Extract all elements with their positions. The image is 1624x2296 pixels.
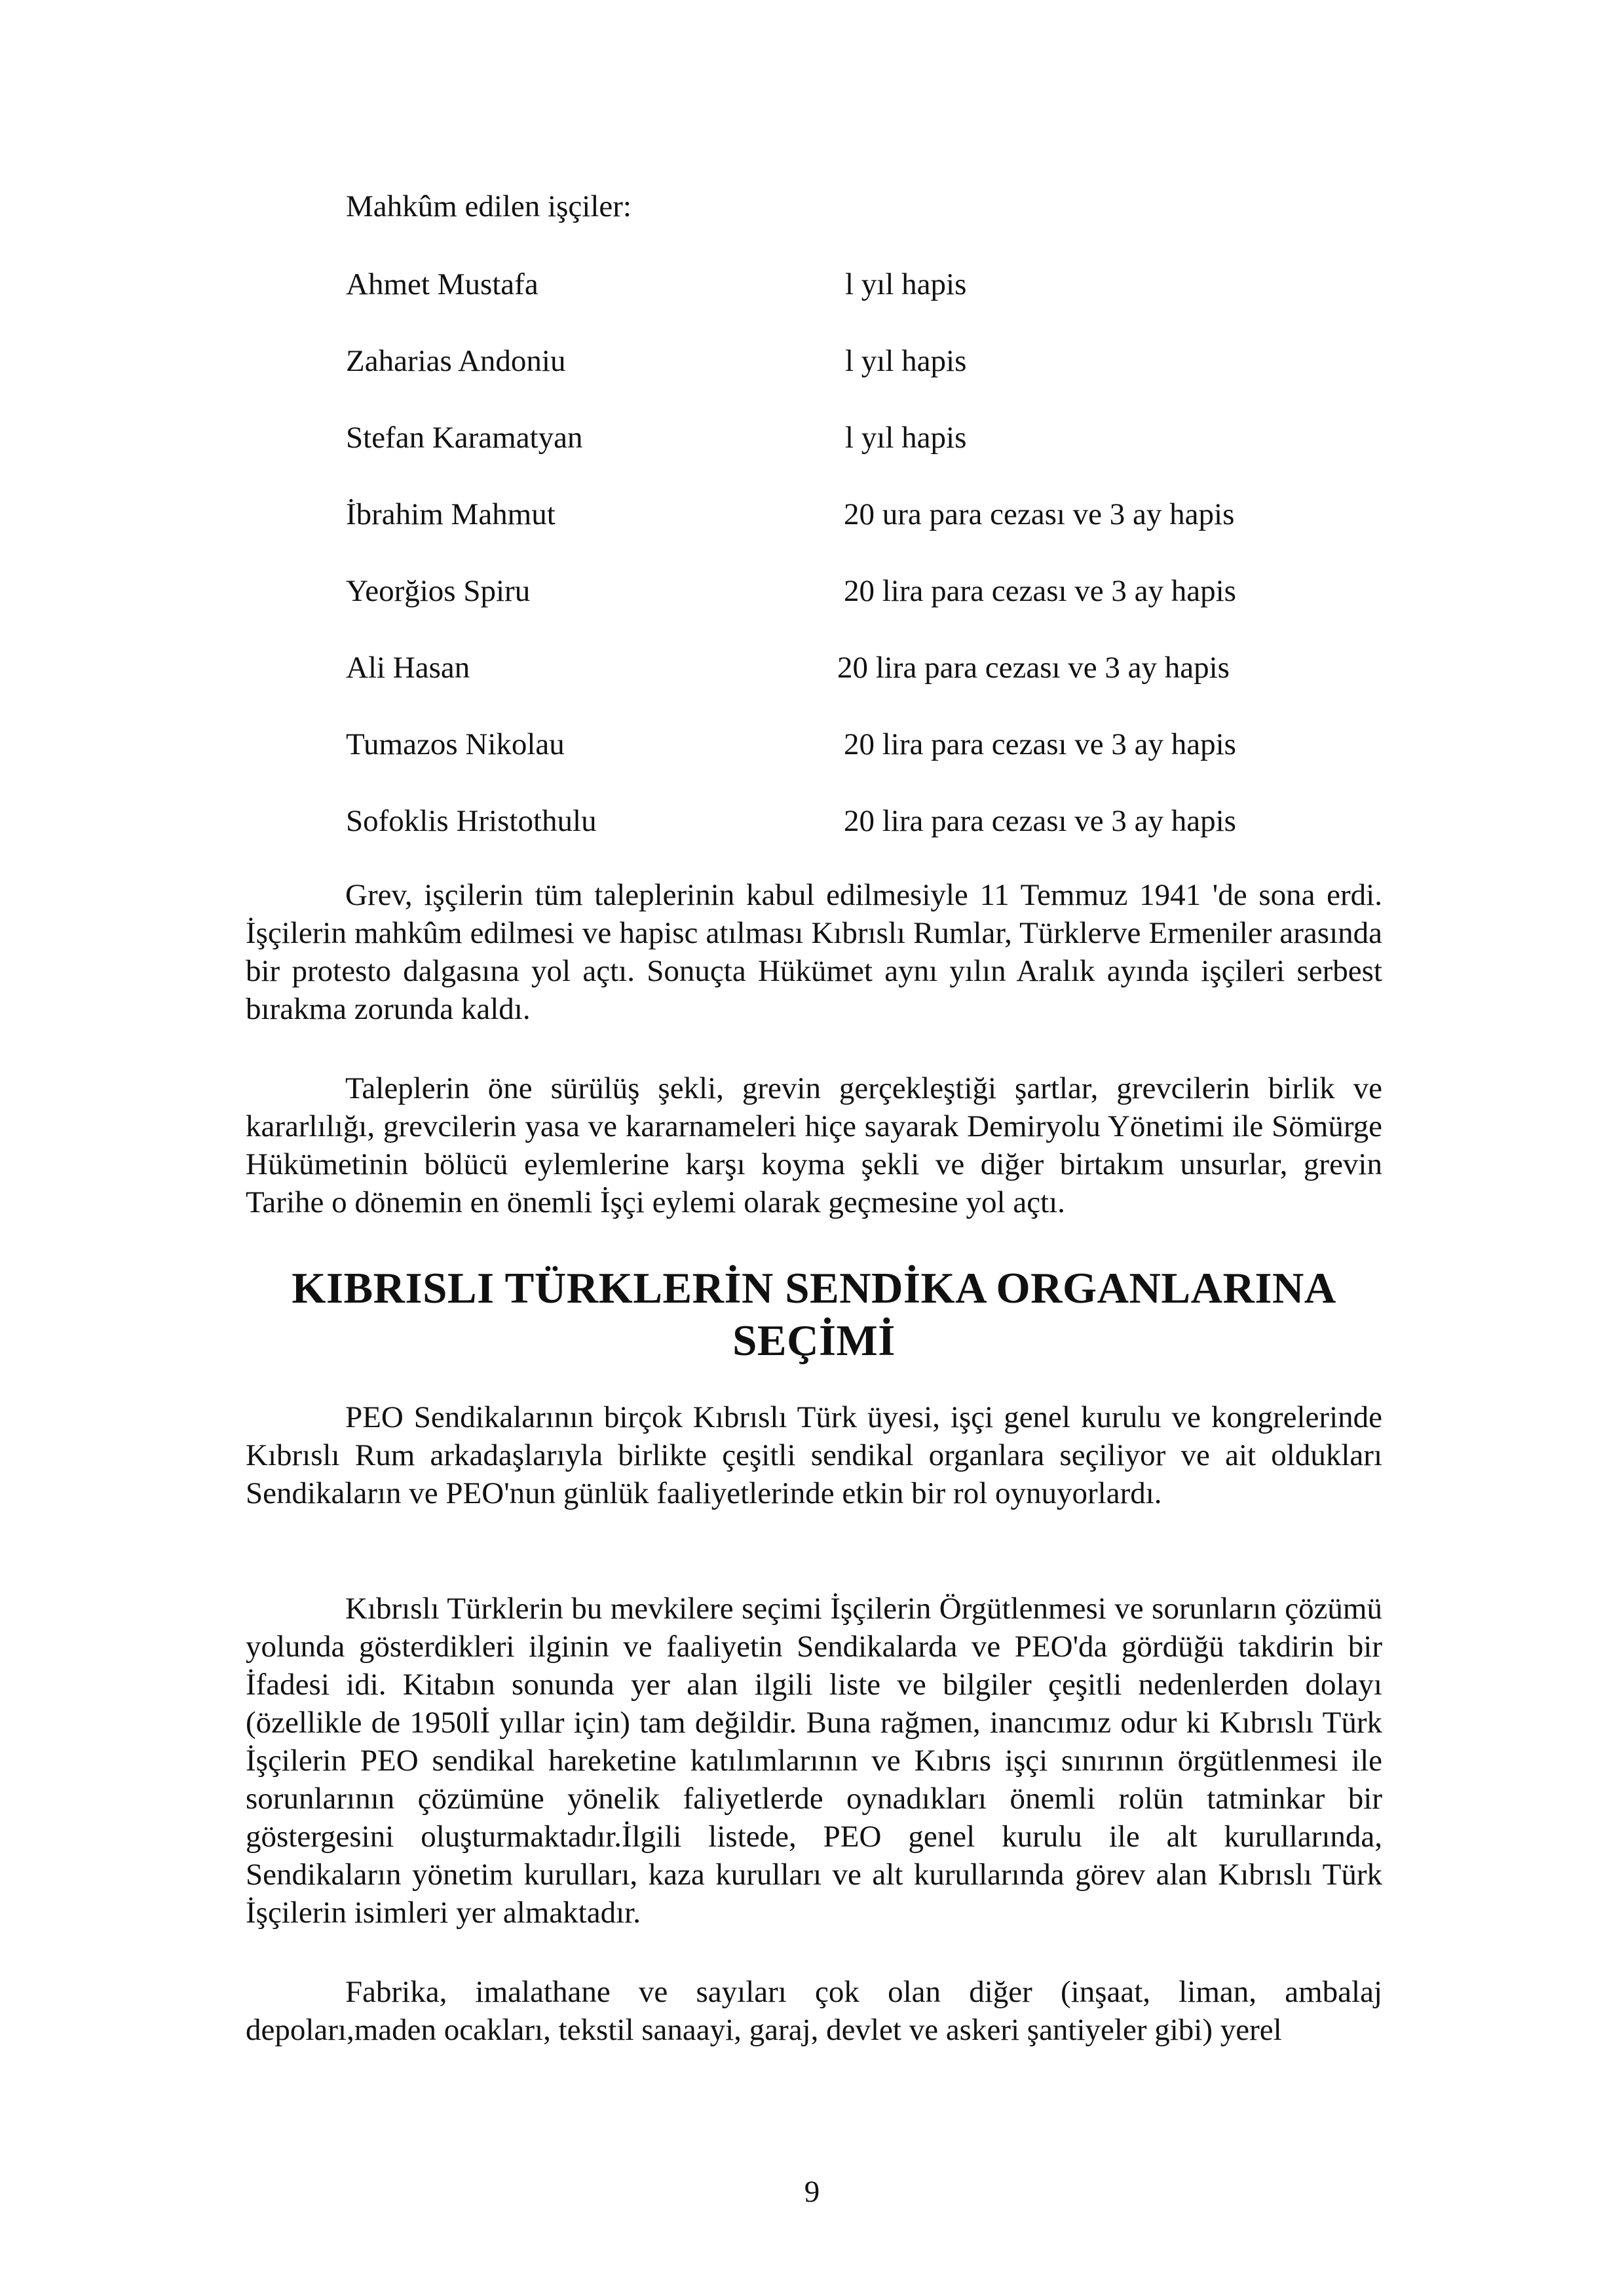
section-heading-line: KIBRISLI TÜRKLERİN SENDİKA ORGANLARINA — [292, 1264, 1336, 1312]
sentence-row — [346, 265, 1329, 342]
section-heading — [246, 1262, 1382, 1367]
worker-name: Zaharias Andoniu — [346, 344, 566, 378]
worker-penalty: l yıl hapis — [845, 344, 967, 378]
section-heading-line: SEÇİMİ — [732, 1316, 896, 1365]
worker-name: Tumazos Nikolau — [346, 727, 565, 761]
worker-penalty: 20 lira para cezası ve 3 ay hapis — [837, 651, 1230, 685]
worker-name: Sofoklis Hristothulu — [346, 804, 597, 838]
worker-penalty: l yıl hapis — [845, 421, 967, 455]
worker-penalty: 20 lira para cezası ve 3 ay hapis — [844, 727, 1236, 761]
worker-penalty: l yıl hapis — [845, 267, 967, 301]
sentence-row — [346, 649, 1329, 725]
worker-name: İbrahim Mahmut — [346, 497, 556, 531]
worker-name: Yeorğios Spiru — [346, 574, 531, 608]
worker-name: Stefan Karamatyan — [346, 421, 583, 455]
peo-members-paragraph: PEO Sendikalarının birçok Kıbrıslı Türk üyesi, işçi genel kurulu ve kongrelerinde Kıbrıslı Rum arkadaşlarıyla birlikte çeşitli sendikal organlara seçiliyor ve ait oldukları Sendikaların ve PEO'nun günlük faaliyetlerinde etkin bir rol oynuyorlardı. — [246, 1400, 1382, 1510]
election-significance-paragraph: Kıbrıslı Türklerin bu mevkilere seçimi İşçilerin Örgütlenmesi ve sorunların çözümü yolunda gösterdikleri ilginin ve faaliyetin Sendikalarda ve PEO'da gördüğü takdirin bir İfadesi idi. Kitabın sonunda yer alan ilgili liste ve bilgiler çeşitli nedenlerden dolayı (özellikle de 1950lİ yıllar için) tam değildir. Buna rağmen, inancımız odur ki Kıbrıslı Türk İşçilerin PEO sendikal hareketine katılımlarının ve Kıbrıs işçi sınırının örgütlenmesi ile sorunlarının çözümüne yönelik faliyetlerde oynadıkları önemli rolün tatminkar bir göstergesini oluşturmaktadır.İlgili listede, PEO genel kurulu ile alt kurullarında, Sendikaların yönetim kurulları, kaza kurulları ve alt kurullarında görev alan Kıbrıslı Türk İşçilerin isimleri yer almaktadır. — [246, 1592, 1382, 1930]
worker-name: Ali Hasan — [346, 651, 470, 685]
worker-penalty: 20 ura para cezası ve 3 ay hapis — [844, 497, 1235, 531]
sentence-row — [346, 802, 1329, 879]
page-number: 9 — [804, 2175, 820, 2209]
worker-penalty: 20 lira para cezası ve 3 ay hapis — [844, 804, 1236, 838]
strike-end-paragraph: Grev, işçilerin tüm taleplerinin kabul edilmesiyle 11 Temmuz 1941 'de sona erdi. İşçilerin mahkûm edilmesi ve hapisc atılması Kıbrıslı Rumlar, Türklerve Ermeniler arasında bir protesto dalgasına yol açtı. Sonuçta Hükümet aynı yılın Aralık ayında işçileri serbest bırakma zorunda kaldı. — [246, 878, 1382, 1026]
sentence-row — [346, 572, 1329, 649]
strike-significance-paragraph: Taleplerin öne sürülüş şekli, grevin gerçekleştiği şartlar, grevcilerin birlik ve kararlılığı, grevcilerin yasa ve kararnameleri hiçe sayarak Demiryolu Yönetimi ile Sömürge Hükümetinin bölücü eylemlerine karşı koyma şekli ve diğer birtakım unsurlar, grevin Tarihe o dönemin en önemli İşçi eylemi olarak geçmesine yol açtı. — [246, 1071, 1382, 1219]
sentence-row — [346, 495, 1329, 572]
sentence-row — [346, 342, 1329, 419]
sentence-row — [346, 725, 1329, 802]
sentence-row — [346, 419, 1329, 495]
workplaces-paragraph: Fabrika, imalathane ve sayıları çok olan diğer (inşaat, liman, ambalaj depoları,maden ocakları, tekstil sanaayi, garaj, devlet ve askeri şantiyeler gibi) yerel — [246, 1975, 1382, 2047]
convicted-workers-intro: Mahkûm edilen işçiler: — [346, 189, 632, 223]
worker-penalty: 20 lira para cezası ve 3 ay hapis — [844, 574, 1236, 608]
worker-name: Ahmet Mustafa — [346, 267, 538, 301]
sentence-list — [346, 265, 1329, 879]
